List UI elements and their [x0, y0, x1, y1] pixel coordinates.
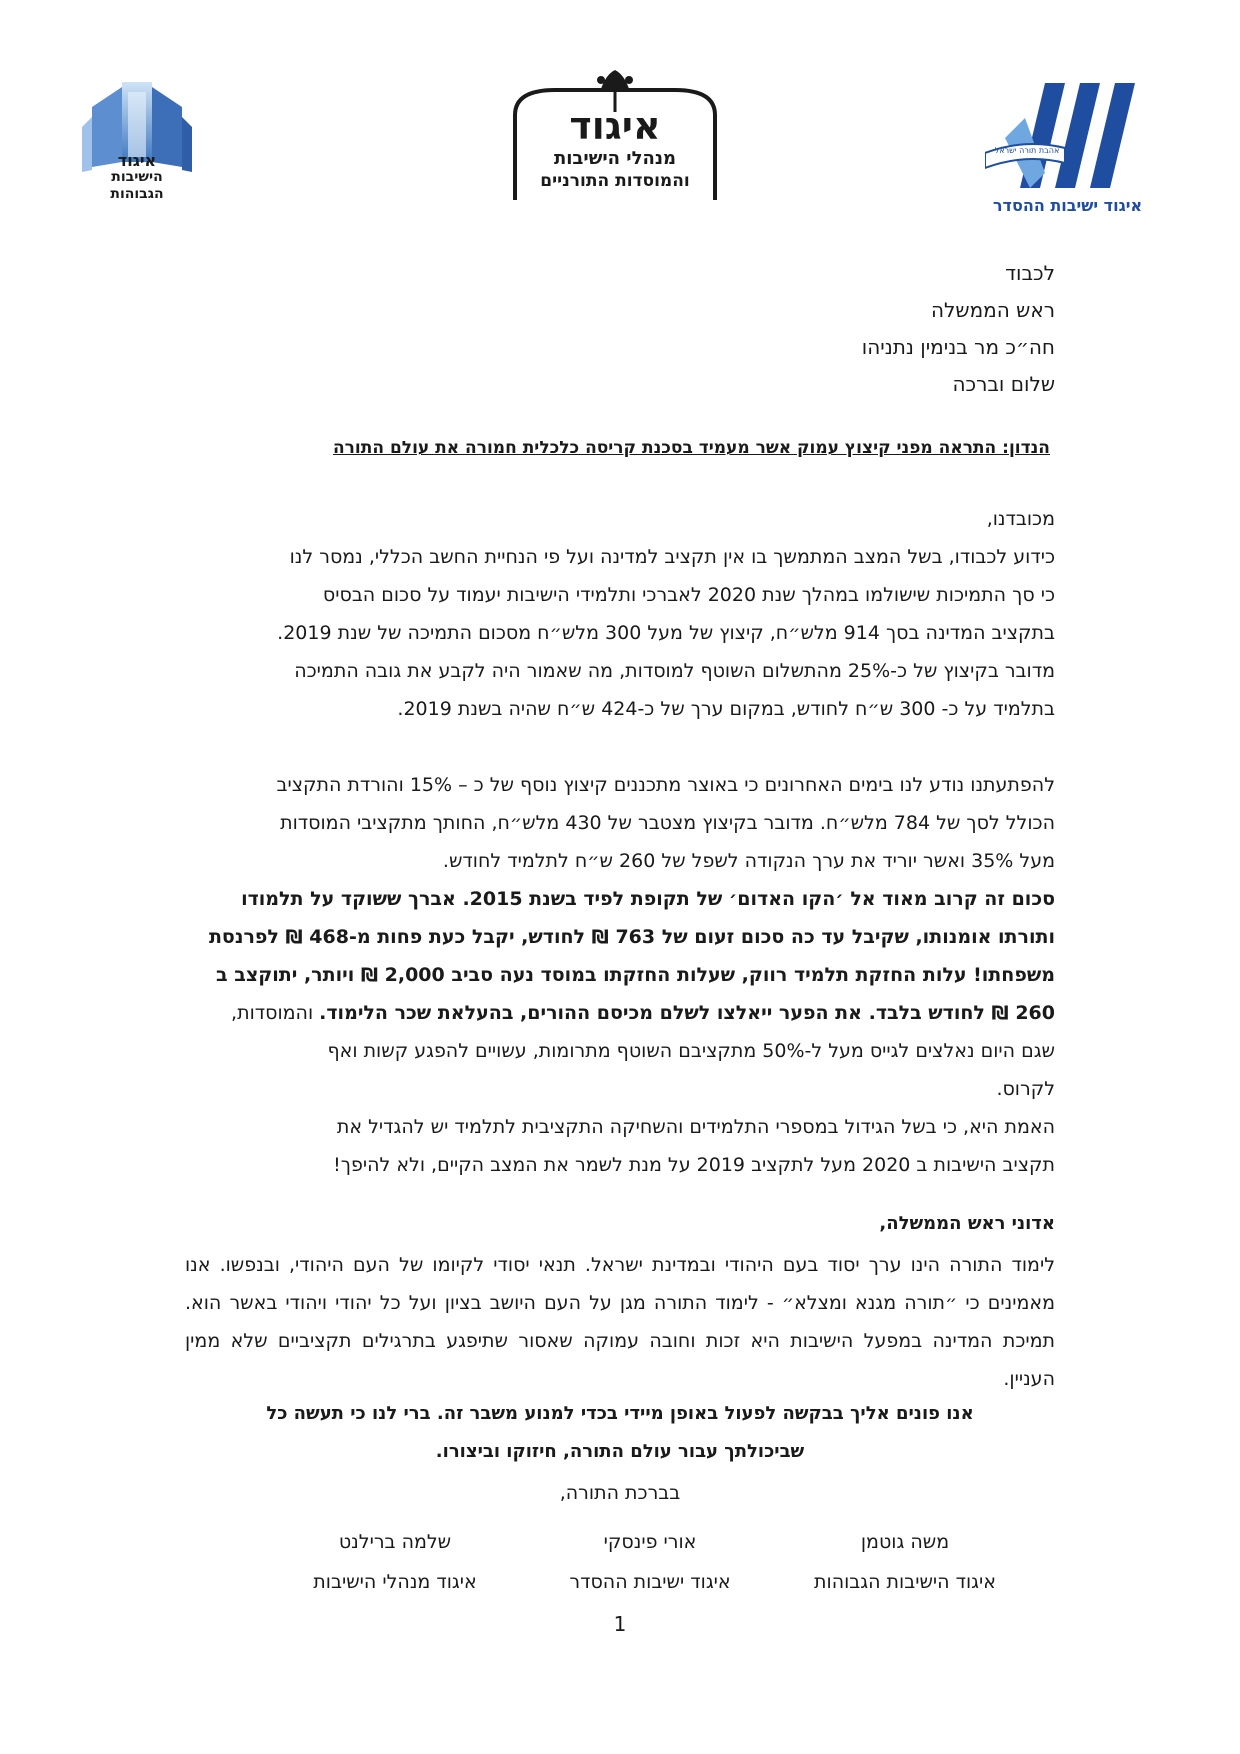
paragraph-line: מדובר בקיצוץ של כ-25% מהתשלום השוטף למוסדות, מה שאמור היה לקבע את גובה התמיכה	[294, 660, 1055, 682]
right-logo-caption: איגוד ישיבות ההסדר	[992, 196, 1143, 215]
paragraph-bold-line: סכום זה קרוב מאוד אל ׳הקו האדום׳ של תקופת לפיד בשנת 2015. אברך ששוקד על תלמודו	[241, 888, 1055, 910]
paragraph-line: האמת היא, כי בשל הגידול במספרי התלמידים והשחיקה התקציבית לתלמיד יש להגדיל את	[336, 1116, 1055, 1138]
right-logo-ribbon: אהבת תורה ישראל	[994, 146, 1060, 155]
address-line1: לכבוד	[1005, 261, 1055, 285]
center-logo-title: איגוד	[569, 104, 661, 148]
paragraph-line: בתרגילים תקציביים שלא ממין העניין.	[185, 1330, 1055, 1390]
mixed-bold-part: 260 ₪ לחודש בלבד. את הפער ייאלצו לשלם מכיסם ההורים, בהעלאת שכר הלימוד.	[319, 1002, 1055, 1024]
paragraph-line: כידוע לכבודו, בשל המצב המתמשך בו אין תקציב למדינה ועל פי הנחיית החשב הכללי, נמסר לנו	[289, 546, 1055, 568]
greeting: מכובדנו,	[986, 508, 1055, 530]
paragraph-line: להפתעתנו נודע לנו בימים האחרונים כי באוצר מתכננים קיצוץ נוסף של כ – 15% והורדת התקציב	[276, 774, 1055, 796]
paragraph-line: מעל 35% ואשר יוריד את ערך הנקודה לשפל של 260 ש״ח לתלמיד לחודש.	[442, 850, 1055, 872]
signer-name: שלמה ברילנט	[338, 1531, 452, 1553]
address-line3: חה״כ מר בנימין נתניהו	[861, 335, 1055, 359]
paragraph-line: בתקציב המדינה בסך 914 מלש״ח, קיצוץ של מעל 300 מלש״ח מסכום התמיכה של שנת 2019.	[277, 622, 1055, 644]
paragraph-line: לימוד התורה הינו ערך יסוד בעם היהודי ובמדינת ישראל. תנאי יסודי לקיומו של העם היהודי,	[289, 1254, 1055, 1276]
signer-name: משה גוטמן	[860, 1531, 950, 1553]
signer-org: איגוד ישיבות ההסדר	[569, 1571, 731, 1593]
paragraph-line: שגם היום נאלצים לגייס מעל ל-50% מתקציבם השוטף מתרומות, עשויים להפגע קשות ואף	[327, 1040, 1055, 1062]
signer-org: איגוד הישיבות הגבוהות	[814, 1571, 996, 1593]
signatures	[270, 1522, 1030, 1612]
paragraph-line: הכולל לסך של 784 מלש״ח. מדובר בקיצוץ מצטבר של 430 מלש״ח, החותך מתקציבי המוסדות	[280, 812, 1055, 834]
paragraph-line: תקציב הישיבות ב 2020 מעל לתקציב 2019 על מנת לשמר את המצב הקיים, ולא להיפך!	[333, 1154, 1055, 1176]
signature-block	[270, 1522, 520, 1612]
closing-line: אנו פונים אליך בבקשה לפעול באופן מיידי בכדי למנוע משבר זה. ברי לנו כי תעשה כל	[266, 1403, 974, 1424]
paragraph-bold-line: משפחתו! עלות החזקת תלמיד רווק, שעלות החזקתו במוסד נעה סביב 2,000 ₪ ויותר, יתוקצב ב	[216, 964, 1055, 986]
blessing: בברכת התורה,	[559, 1482, 681, 1504]
paragraph-line: ובנפשו. אנו מאמינים כי ״תורה מגנא ומצלא״ - לימוד התורה מגן על העם היושב בציון ועל כל	[185, 1254, 1055, 1314]
center-logo-line2: והמוסדות התורניים	[540, 171, 690, 191]
igud-menahalei-yeshivot-logo	[505, 70, 725, 205]
paragraph-bold-line: ותורתו אומנותו, שקיבל עד כה סכום זעום של 763 ₪ לחודש, יקבל כעת פחות מ-468 ₪ לפרנסת	[208, 926, 1055, 948]
signer-name: אורי פינסקי	[603, 1531, 697, 1553]
left-logo-line1: איגוד	[117, 151, 157, 170]
signature-block	[525, 1522, 775, 1612]
recipient-address	[862, 255, 1055, 403]
paragraph-1	[185, 500, 1055, 728]
hesder-emblem-icon	[985, 78, 1150, 198]
address-line2: ראש הממשלה	[930, 298, 1055, 322]
igud-yeshivot-hahesder-logo	[985, 78, 1150, 223]
pm-address: אדוני ראש הממשלה,	[879, 1213, 1055, 1234]
signer-org: איגוד מנהלי הישיבות	[313, 1571, 477, 1593]
paragraph-line: בתלמיד על כ- 300 ש״ח לחודש, במקום ערך של כ-424 ש״ח שהיה בשנת 2019.	[397, 698, 1055, 720]
left-logo-line2: הישיבות	[111, 169, 163, 185]
page-number: 1	[613, 1612, 627, 1636]
subject-line: הנדון: התראה מפני קיצוץ עמוק אשר מעמיד בסכנת קריסה כלכלית חמורה את עולם התורה	[332, 438, 1050, 458]
paragraph-mixed-line	[185, 994, 1055, 1032]
address-line4: שלום וברכה	[952, 372, 1055, 396]
paragraph-line: כי סך התמיכות שישולמו במהלך שנת 2020 לאברכי ותלמידי הישיבות יעמוד על סכום הבסיס	[322, 584, 1055, 606]
paragraph-2	[185, 766, 1055, 1184]
signature-block	[780, 1522, 1030, 1612]
paragraph-3	[185, 1246, 1055, 1398]
closing-line: שביכולתך עבור עולם התורה, חיזוקו וביצורו.	[435, 1441, 805, 1462]
center-logo-line1: מנהלי הישיבות	[553, 148, 677, 169]
paragraph-line: יהודי ויהודי באשר הוא. תמיכת המדינה במפעל הישיבות היא זכות וחובה עמוקה שאסור שתיפגע	[185, 1292, 1056, 1352]
left-logo-line3: הגבוהות	[110, 186, 164, 202]
igud-yeshivot-gvohot-logo	[82, 72, 192, 232]
mixed-normal-part: והמוסדות,	[231, 1002, 320, 1024]
closing-request	[180, 1395, 1060, 1471]
paragraph-line: לקרוס.	[996, 1078, 1055, 1100]
